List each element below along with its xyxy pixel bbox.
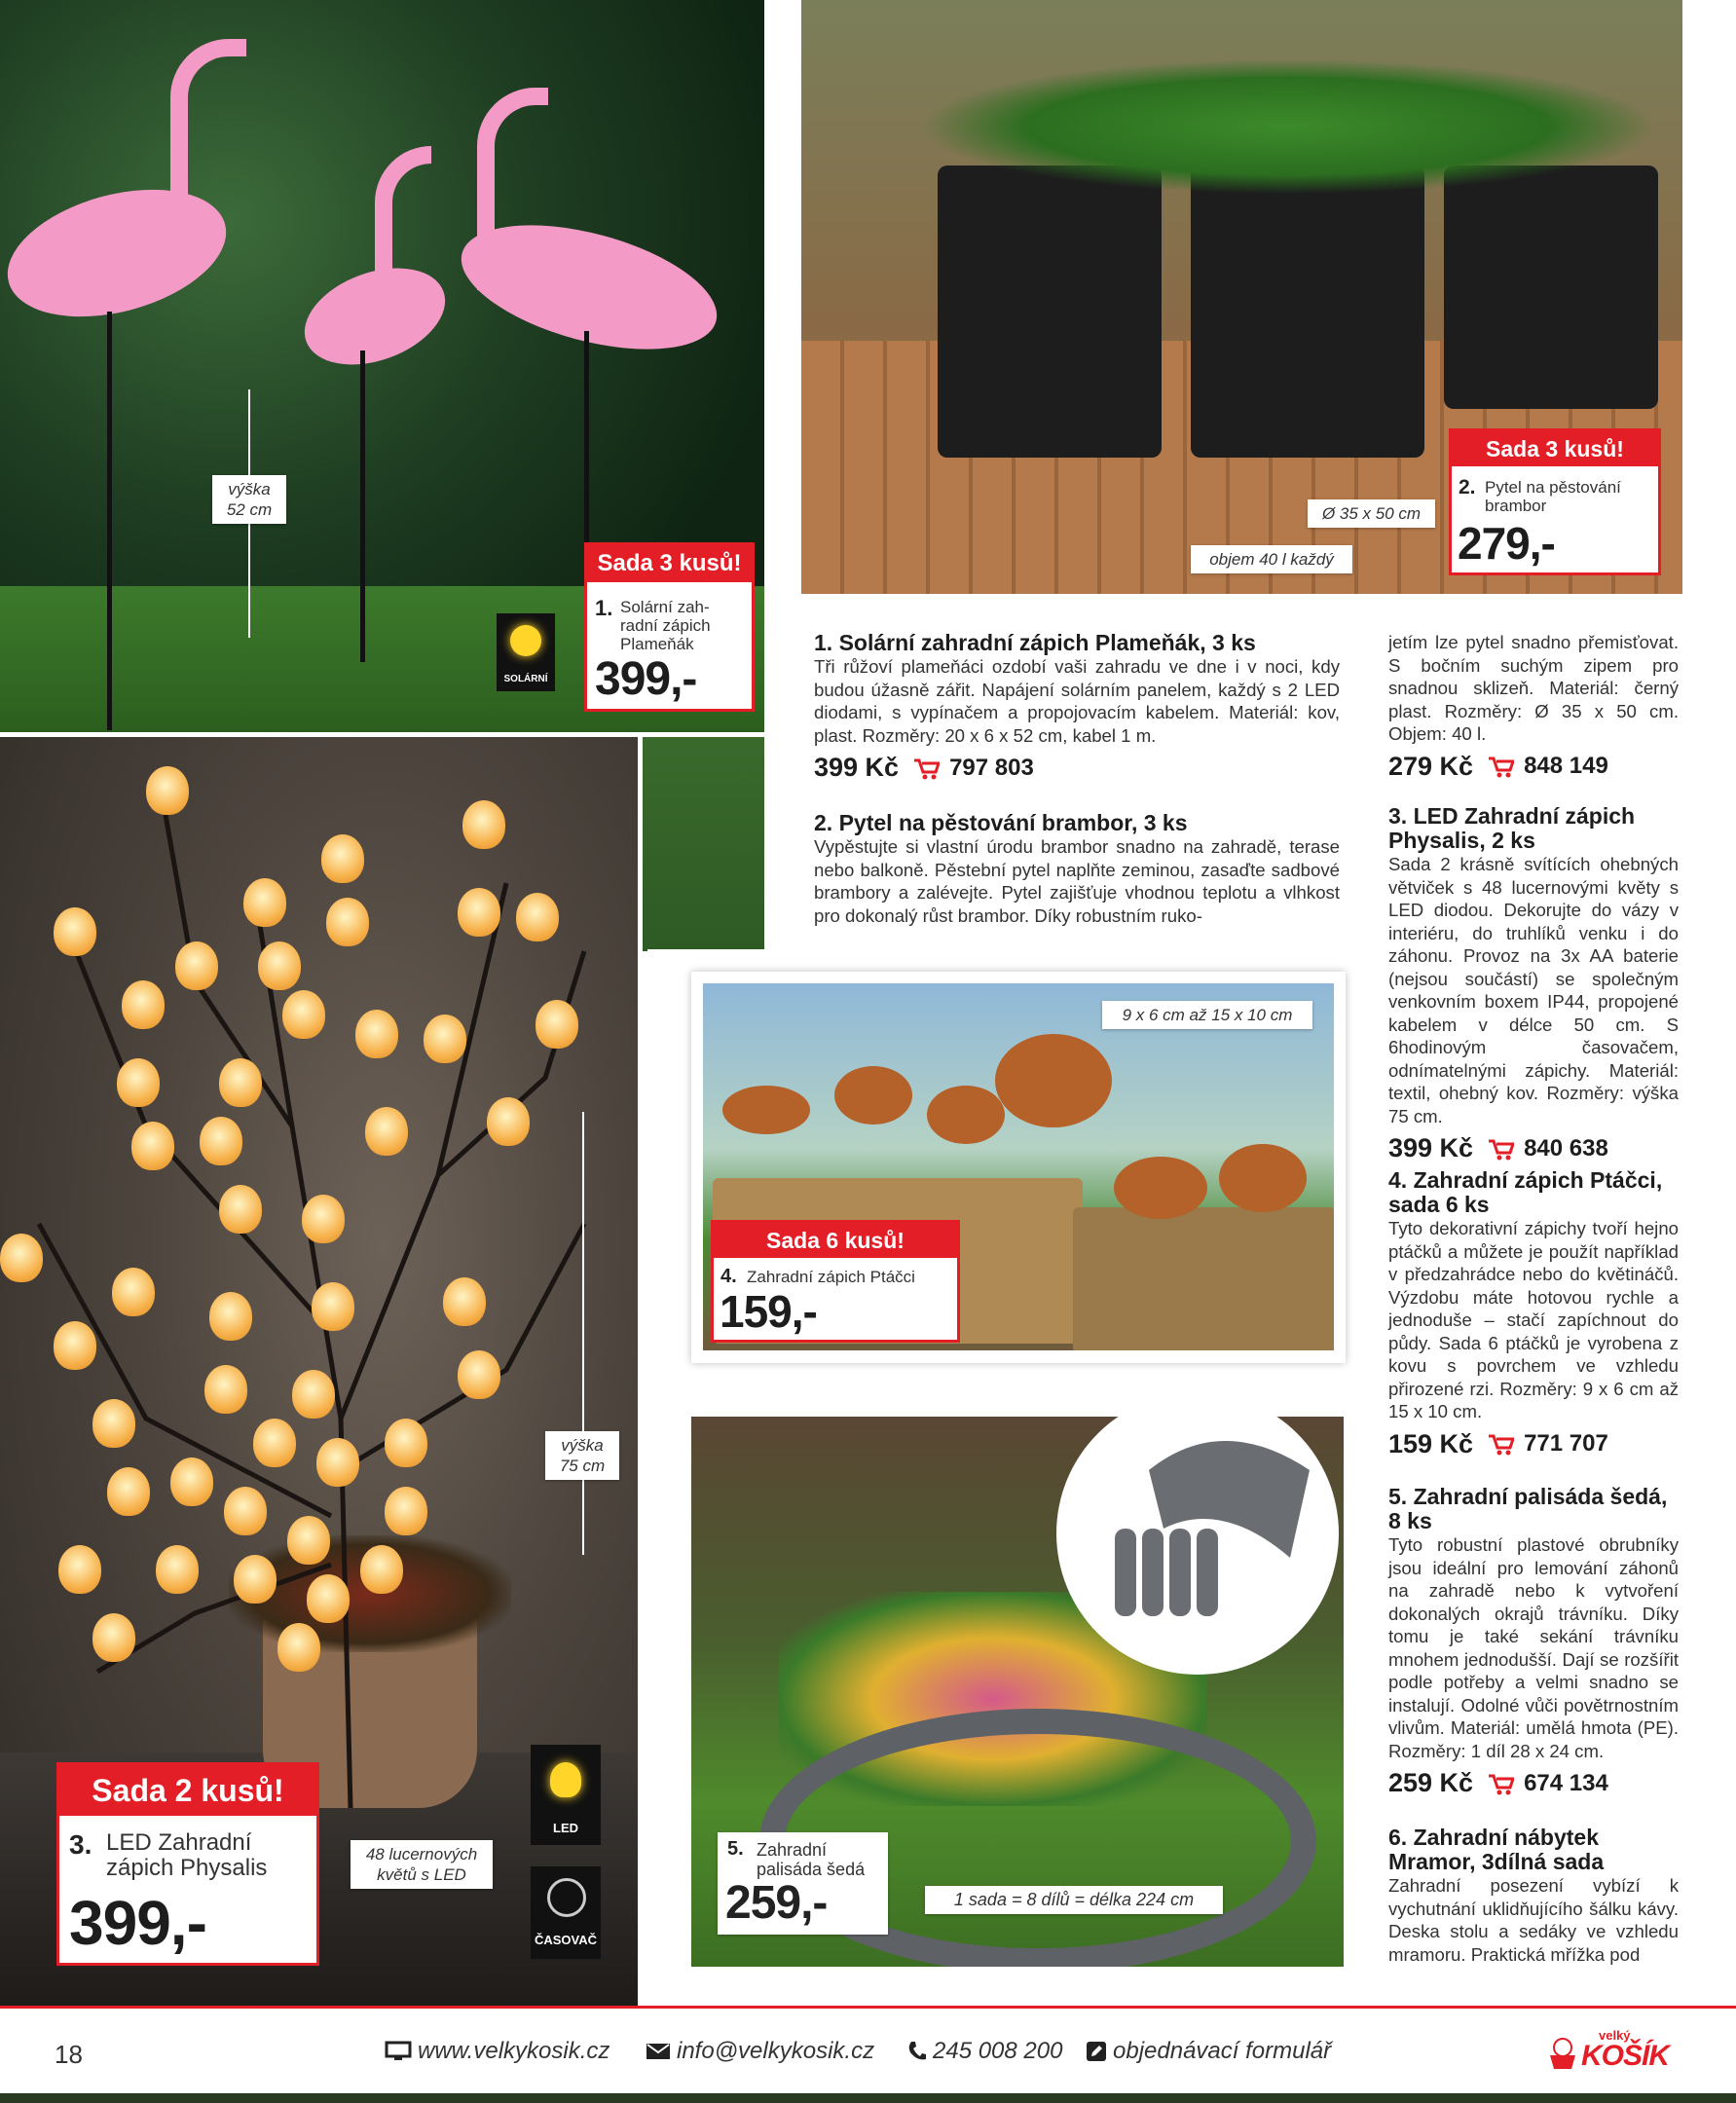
- flowers-label: 48 lucernových květů s LED: [351, 1840, 493, 1889]
- product-title: 4. Zahradní zápich Ptáčci, sada 6 ks: [1388, 1167, 1663, 1217]
- product-1-description: [814, 631, 1340, 783]
- phone-icon: [907, 2041, 927, 2062]
- product-title: 3. LED Zahradní zápich Physalis, 2 ks: [1388, 803, 1636, 853]
- price-sticker-3: [56, 1762, 319, 1966]
- sticker-name: Pytel na pěstování brambor: [1485, 478, 1621, 515]
- order-code: 840 638: [1524, 1134, 1608, 1162]
- product-title: 5. Zahradní palisáda šedá, 8 ks: [1388, 1484, 1668, 1533]
- order-code: 674 134: [1524, 1769, 1608, 1796]
- sticker-banner: Sada 3 kusů!: [1452, 431, 1658, 466]
- order-code: 771 707: [1524, 1430, 1608, 1457]
- product-title: 2. Pytel na pěstování brambor, 3 ks: [814, 810, 1188, 835]
- page-number: 18: [55, 2040, 83, 2069]
- product-4-description: [1388, 1168, 1679, 1459]
- price-sticker-2: [1449, 428, 1661, 575]
- product-3-description: [1388, 804, 1679, 1163]
- product-text: Zahradní posezení vybízí k vychutnání uklidňujícího šálku kávy. Deska stolu a sedáky ve vzhledu mramoru. Praktická mřížka pod: [1388, 1875, 1679, 1965]
- product-title: 1. Solární zahradní zápich Plameňák, 3 ks: [814, 630, 1256, 655]
- product-detail-circle: [1056, 1417, 1339, 1675]
- price: 259 Kč: [1388, 1768, 1474, 1797]
- sticker-price: 399,-: [69, 1888, 206, 1958]
- price-line: [1388, 1768, 1679, 1798]
- sticker-price: 259,-: [725, 1877, 828, 1929]
- product-6-description: [1388, 1826, 1679, 1966]
- product-text: Sada 2 krásně svítících ohebných větviček s 48 lucernovými květy s LED diodou. Dekorujte do vázy v interiéru, do truhlíků venku i do záhonu. Provoz na 3x AA baterie (nejsou součástí) se společným venkovním boxem IP44, propojené kabelem v délce 50 cm. S 6hodinovým časovačem, odnímatelnými zápichy. Materiál: textil, ohebný kov. Rozměry: výška 75 cm.: [1388, 854, 1679, 1126]
- sticker-name: Solární zah- radní zápich Plameňák: [620, 598, 711, 653]
- dimension-label: Ø 35 x 50 cm: [1308, 499, 1435, 528]
- product-text: Vypěstujte si vlastní úrodu brambor snadno na zahradě, terase nebo balkoně. Pěstební pytel naplňte zeminou, zasaďte sadbové brambory a zalévejte. Pytel zajišťuje vhodnou teplotu a vlhkost pro dokonalý růst brambor. Díky robustním ruko-: [814, 836, 1340, 926]
- price-sticker-1: [584, 542, 755, 712]
- sun-icon: [510, 625, 541, 656]
- email-link[interactable]: info@velkykosik.cz: [646, 2038, 874, 2065]
- sticker-price: 279,-: [1458, 518, 1555, 569]
- sticker-price: 159,-: [720, 1286, 817, 1337]
- cart-icon[interactable]: [1489, 1434, 1514, 1454]
- product-text: Tři růžoví plameňáci ozdobí vaši zahradu ve dne i v noci, kdy budou úžasně zářit. Napájení solárním panelem, každý s 2 LED diodami, s vypínačem a propojovacím kabelem. Materiál: kov, plast. Rozměry: 20 x 6 x 52 cm, kabel 1 m.: [814, 656, 1340, 746]
- light-bulb-icon: [550, 1762, 581, 1797]
- cart-icon[interactable]: [1489, 1774, 1514, 1793]
- product-text: Tyto robustní plastové obrubníky jsou ideální pro lemování záhonů na zahradě nebo k vytvoření dokonalých okrajů trávníku. Díky tomu je také sekání trávníku mnohem jednodušší. Dají se rozšířit podle potřeby a velmi snadno se instalují. Odolné vůči povětrnostním vlivům. Materiál: umělá hmota (PE). Rozměry: 1 díl 28 x 24 cm.: [1388, 1534, 1679, 1761]
- sticker-banner: Sada 6 kusů!: [714, 1223, 957, 1258]
- order-code: 797 803: [949, 754, 1034, 781]
- price-line: [1388, 1429, 1679, 1459]
- price-sticker-5: [718, 1832, 888, 1935]
- order-code: 848 149: [1524, 753, 1608, 779]
- height-arrow: [582, 1112, 584, 1555]
- website-link[interactable]: www.velkykosik.cz: [385, 2038, 609, 2065]
- height-label: výška 52 cm: [212, 475, 286, 524]
- price-sticker-4: [711, 1220, 960, 1343]
- price: 279 Kč: [1388, 751, 1474, 781]
- sticker-name: LED Zahradní zápich Physalis: [106, 1829, 268, 1881]
- sticker-number: 4.: [720, 1266, 737, 1287]
- product-text: jetím lze pytel snadno přemisťovat. S bočním suchým zipem pro snadnou sklizeň. Materiál: černý plast. Rozměry: Ø 35 x 50 cm. Objem: 40 l.: [1388, 632, 1679, 744]
- timer-badge: ČASOVAČ: [531, 1866, 601, 1959]
- potato-bag: [938, 166, 1162, 458]
- height-label: výška 75 cm: [545, 1431, 619, 1480]
- led-badge: LED: [531, 1745, 601, 1845]
- price: 159 Kč: [1388, 1428, 1474, 1458]
- sticker-number: 2.: [1459, 476, 1476, 498]
- length-label: 1 sada = 8 dílů = délka 224 cm: [925, 1886, 1223, 1914]
- cart-icon[interactable]: [1489, 1139, 1514, 1159]
- flamingo-figure: [170, 39, 246, 203]
- product-2-description-continued: [1388, 631, 1679, 782]
- sticker-price: 399,-: [595, 653, 697, 705]
- price-line: [1388, 1133, 1679, 1163]
- cart-icon[interactable]: [914, 758, 940, 778]
- product-text: Tyto dekorativní zápichy tvoří hejno ptáčků a můžete je použít například v předzahrádce nebo do květináčů. Výzdobu máte hotovou rychle a jednoduše – stačí zapíchnout do půdy. Sada 6 ptáčků je vyrobena z kovu s povrchem ve vzhledu přirozené rzi. Rozměry: 9 x 6 cm až 15 x 10 cm.: [1388, 1218, 1679, 1421]
- cart-icon[interactable]: [1489, 756, 1514, 776]
- sticker-name: Zahradní palisáda šedá: [757, 1840, 866, 1879]
- basket-icon: [1548, 2038, 1577, 2071]
- timer-icon: [547, 1878, 586, 1917]
- dimension-label: 9 x 6 cm až 15 x 10 cm: [1102, 1001, 1312, 1029]
- pencil-icon: [1086, 2041, 1107, 2062]
- price: 399 Kč: [814, 753, 900, 782]
- product-2-description: [814, 811, 1340, 927]
- sticker-number: 1.: [595, 596, 613, 620]
- price: 399 Kč: [1388, 1133, 1474, 1162]
- volume-label: objem 40 l každý: [1191, 545, 1352, 573]
- order-form-link[interactable]: objednávací formulář: [1086, 2038, 1331, 2065]
- page-footer: 18 www.velkykosik.cz info@velkykosik.cz 245 008 200 objednávací formulář velký KOŠÍK: [0, 2006, 1736, 2096]
- product-5-description: [1388, 1485, 1679, 1798]
- sticker-number: 5.: [727, 1838, 744, 1860]
- price-line: [814, 753, 1340, 783]
- envelope-icon: [646, 2042, 671, 2061]
- price-line: [1388, 752, 1679, 782]
- phone-link[interactable]: 245 008 200: [907, 2038, 1062, 2065]
- sticker-number: 3.: [69, 1829, 92, 1860]
- monitor-icon: [385, 2041, 412, 2062]
- sticker-name: Zahradní zápich Ptáčci: [747, 1268, 915, 1286]
- sticker-banner: Sada 2 kusů!: [59, 1765, 316, 1816]
- solar-badge: SOLÁRNÍ: [497, 613, 555, 691]
- product-title: 6. Zahradní nábytek Mramor, 3dílná sada: [1388, 1825, 1605, 1874]
- sticker-banner: Sada 3 kusů!: [587, 545, 752, 582]
